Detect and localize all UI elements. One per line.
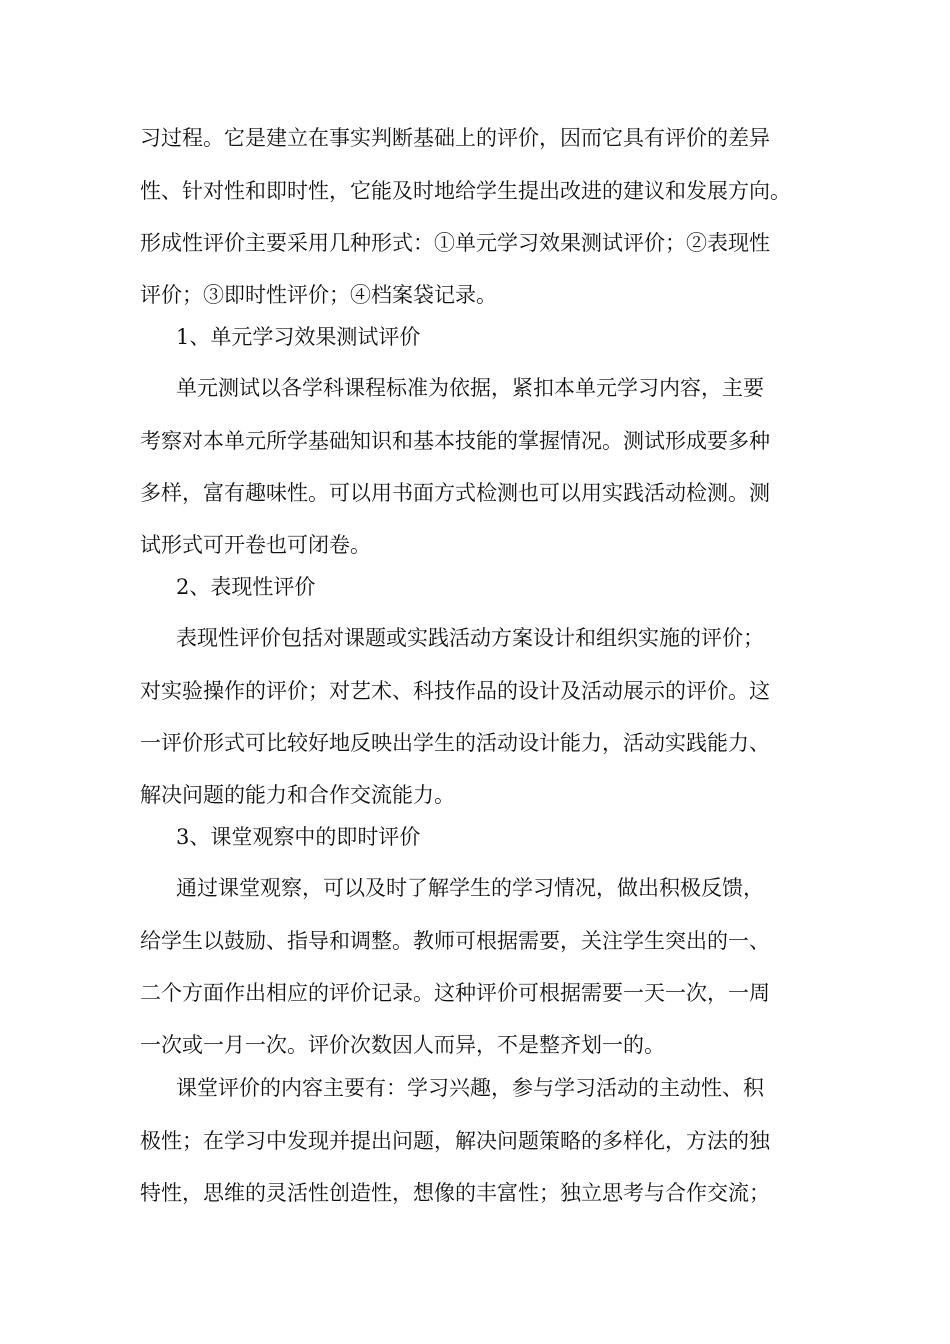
text-line: 形成性评价主要采用几种形式：①单元学习效果测试评价；②表现性 xyxy=(140,231,770,255)
text-line: 极性；在学习中发现并提出问题，解决问题策略的多样化，方法的独 xyxy=(140,1129,770,1153)
text-line: 给学生以鼓励、指导和调整。教师可根据需要，关注学生突出的一、 xyxy=(140,929,770,953)
text-line: 课堂评价的内容主要有：学习兴趣，参与学习活动的主动性、积 xyxy=(176,1076,764,1100)
text-line: 试形式可开卷也可闭卷。 xyxy=(140,533,371,557)
text-line: 通过课堂观察，可以及时了解学生的学习情况，做出积极反馈， xyxy=(176,876,764,900)
text-line: 评价；③即时性评价；④档案袋记录。 xyxy=(140,283,497,307)
text-line: 习过程。它是建立在事实判断基础上的评价，因而它具有评价的差异 xyxy=(140,126,770,150)
text-line: 二个方面作出相应的评价记录。这种评价可根据需要一天一次，一周 xyxy=(140,981,770,1005)
section-heading-3: 3、课堂观察中的即时评价 xyxy=(176,825,421,849)
text-line: 一评价形式可比较好地反映出学生的活动设计能力，活动实践能力、 xyxy=(140,731,770,755)
section-heading-2: 2、表现性评价 xyxy=(176,575,316,599)
text-line: 多样，富有趣味性。可以用书面方式检测也可以用实践活动检测。测 xyxy=(140,481,770,505)
text-line: 解决问题的能力和合作交流能力。 xyxy=(140,783,455,807)
text-line: 一次或一月一次。评价次数因人而异，不是整齐划一的。 xyxy=(140,1033,665,1057)
text-line: 表现性评价包括对课题或实践活动方案设计和组织实施的评价； xyxy=(176,626,764,650)
text-line: 性、针对性和即时性，它能及时地给学生提出改进的建议和发展方向。 xyxy=(140,179,791,203)
text-line: 对实验操作的评价；对艺术、科技作品的设计及活动展示的评价。这 xyxy=(140,679,770,703)
text-line: 特性，思维的灵活性创造性，想像的丰富性；独立思考与合作交流； xyxy=(140,1181,770,1205)
text-line: 考察对本单元所学基础知识和基本技能的掌握情况。测试形成要多种 xyxy=(140,429,770,453)
section-heading-1: 1、单元学习效果测试评价 xyxy=(176,325,421,349)
text-line: 单元测试以各学科课程标准为依据，紧扣本单元学习内容，主要 xyxy=(176,376,764,400)
